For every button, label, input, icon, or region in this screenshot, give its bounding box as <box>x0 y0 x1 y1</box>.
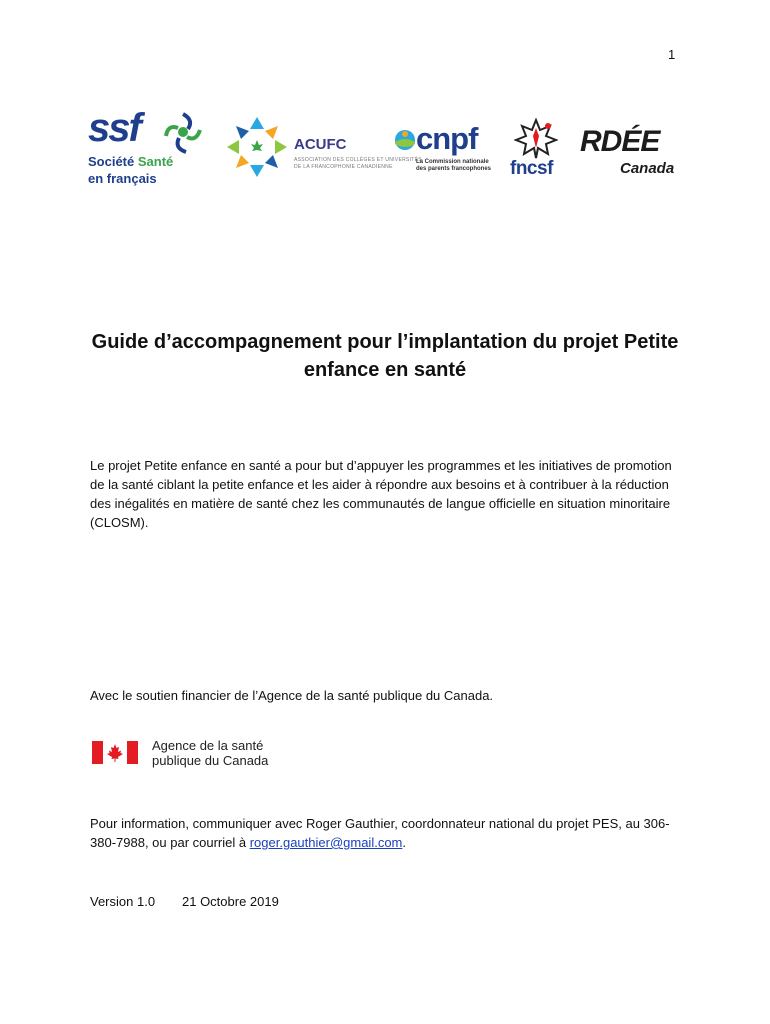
ssf-logo <box>88 108 206 190</box>
version-label: Version 1.0 <box>90 894 156 909</box>
phac-name-line2: publique du Canada <box>152 753 269 768</box>
ssf-logo-line1: Société Santé <box>88 154 174 169</box>
acufc-star-icon <box>226 116 288 178</box>
acufc-logo-name: ACUFC <box>294 136 347 153</box>
cnpf-logo-sub2: des parents francophones <box>416 166 492 172</box>
rdee-logo-sub: Canada <box>620 160 675 177</box>
intro-paragraph: Le projet Petite enfance en santé a pour but d’appuyer les programmes et les initiatives de promotion de la santé ciblant la petite enfance et les aider à répondre aux besoins et à contribuer à la réduction des inégalités en matière de santé chez les communautés de langue officielle en situation minoritaire (CLOSM). <box>90 458 672 530</box>
fncsf-leaf-icon <box>512 118 560 160</box>
email-link[interactable]: roger.gauthier@gmail.com <box>249 835 403 850</box>
fncsf-logo <box>508 118 568 180</box>
version-date: 21 Octobre 2019 <box>182 894 279 909</box>
contact-text: Pour information, communiquer avec Roger Gauthier, coordonnateur national du projet PES, au 306-380-7988, ou par courriel à <box>90 816 670 850</box>
ssf-logo-letters: ssf <box>88 106 140 150</box>
cnpf-logo <box>394 121 496 178</box>
fncsf-logo-name: fncsf <box>510 158 553 179</box>
acufc-logo-sub2: DE LA FRANCOPHONIE CANADIENNE <box>294 164 393 170</box>
phac-name-line1: Agence de la santé <box>152 738 264 753</box>
ssf-logo-line2: en français <box>88 171 157 186</box>
document-title: Guide d’accompagnement pour l’implantation du projet Petite enfance en santé <box>91 331 679 381</box>
page-number: 1 <box>668 47 676 62</box>
rdee-logo <box>580 126 676 182</box>
canada-flag-icon <box>92 741 138 764</box>
cnpf-globe-icon <box>394 128 416 152</box>
phac-signature <box>92 738 292 772</box>
contact-paragraph <box>90 814 680 852</box>
cnpf-logo-name: cnpf <box>416 121 478 156</box>
rdee-logo-name: RDÉE <box>580 125 660 158</box>
cnpf-logo-sub1: La Commission nationale <box>416 159 489 165</box>
contact-end: . <box>402 835 406 850</box>
funding-statement: Avec le soutien financier de l’Agence de la santé publique du Canada. <box>90 688 494 703</box>
acufc-logo-sub1: ASSOCIATION DES COLLÈGES ET UNIVERSITÉS <box>294 157 422 163</box>
ssf-swirl-icon <box>164 112 202 154</box>
acufc-logo <box>226 116 422 180</box>
